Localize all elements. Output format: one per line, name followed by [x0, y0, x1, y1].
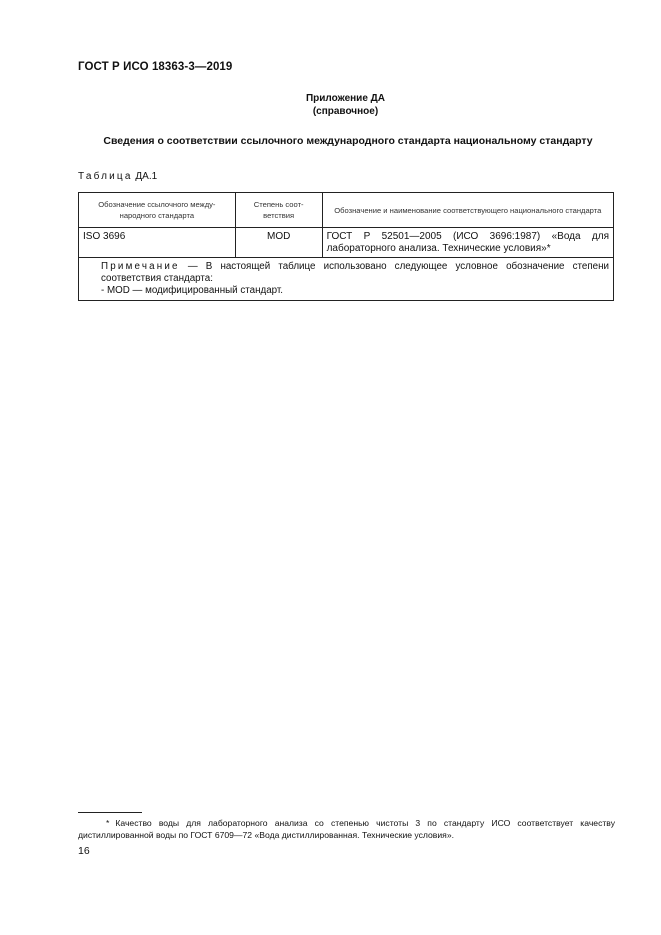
cell-designation: ISO 3696: [79, 228, 236, 258]
page-number: 16: [78, 845, 90, 857]
annex-subtitle: (справочное): [312, 106, 379, 117]
table-header-row: [79, 193, 614, 228]
standard-code: ГОСТ Р ИСО 18363-3—2019: [78, 61, 233, 73]
table-note: [79, 258, 614, 301]
footnote-mark: *: [106, 818, 110, 828]
cell-national: ГОСТ Р 52501—2005 (ИСО 3696:1987) «Вода для лабораторного анализа. Технические условия»*: [322, 228, 613, 258]
table-caption-word: Таблица: [78, 171, 133, 182]
footnote: [78, 817, 615, 841]
note-text: — В настоящей таблице использовано следующее условное обозначение степени соответствия стандарта:: [101, 261, 609, 284]
annex-title: Приложение ДА: [305, 93, 386, 104]
reference-table: [78, 192, 614, 301]
note-item: - MOD — модифицированный стандарт.: [101, 285, 284, 296]
table-note-row: [79, 258, 614, 301]
header-degree: Степень соот-ветствия: [235, 193, 322, 228]
cell-degree: MOD: [235, 228, 322, 258]
footnote-text: Качество воды для лабораторного анализа со степенью чистоты 3 по стандарту ИСО соответствует качеству дистиллированной воды по ГОСТ 6709—72 «Вода дистиллированная. Технические условия».: [78, 818, 615, 840]
table-caption-id: ДА.1: [135, 171, 158, 182]
footnote-rule: [78, 812, 142, 813]
table-caption: [78, 171, 157, 182]
note-label: Примечание: [101, 261, 180, 272]
header-designation: Обозначение ссылочного между-народного стандарта: [79, 193, 236, 228]
note-first-line: [83, 261, 609, 285]
header-national: Обозначение и наименование соответствующего национального стандарта: [322, 193, 613, 228]
table-row: [79, 228, 614, 258]
annex-block: [0, 92, 661, 118]
section-heading: Сведения о соответствии ссылочного международного стандарта национальному стандарту: [103, 135, 593, 147]
